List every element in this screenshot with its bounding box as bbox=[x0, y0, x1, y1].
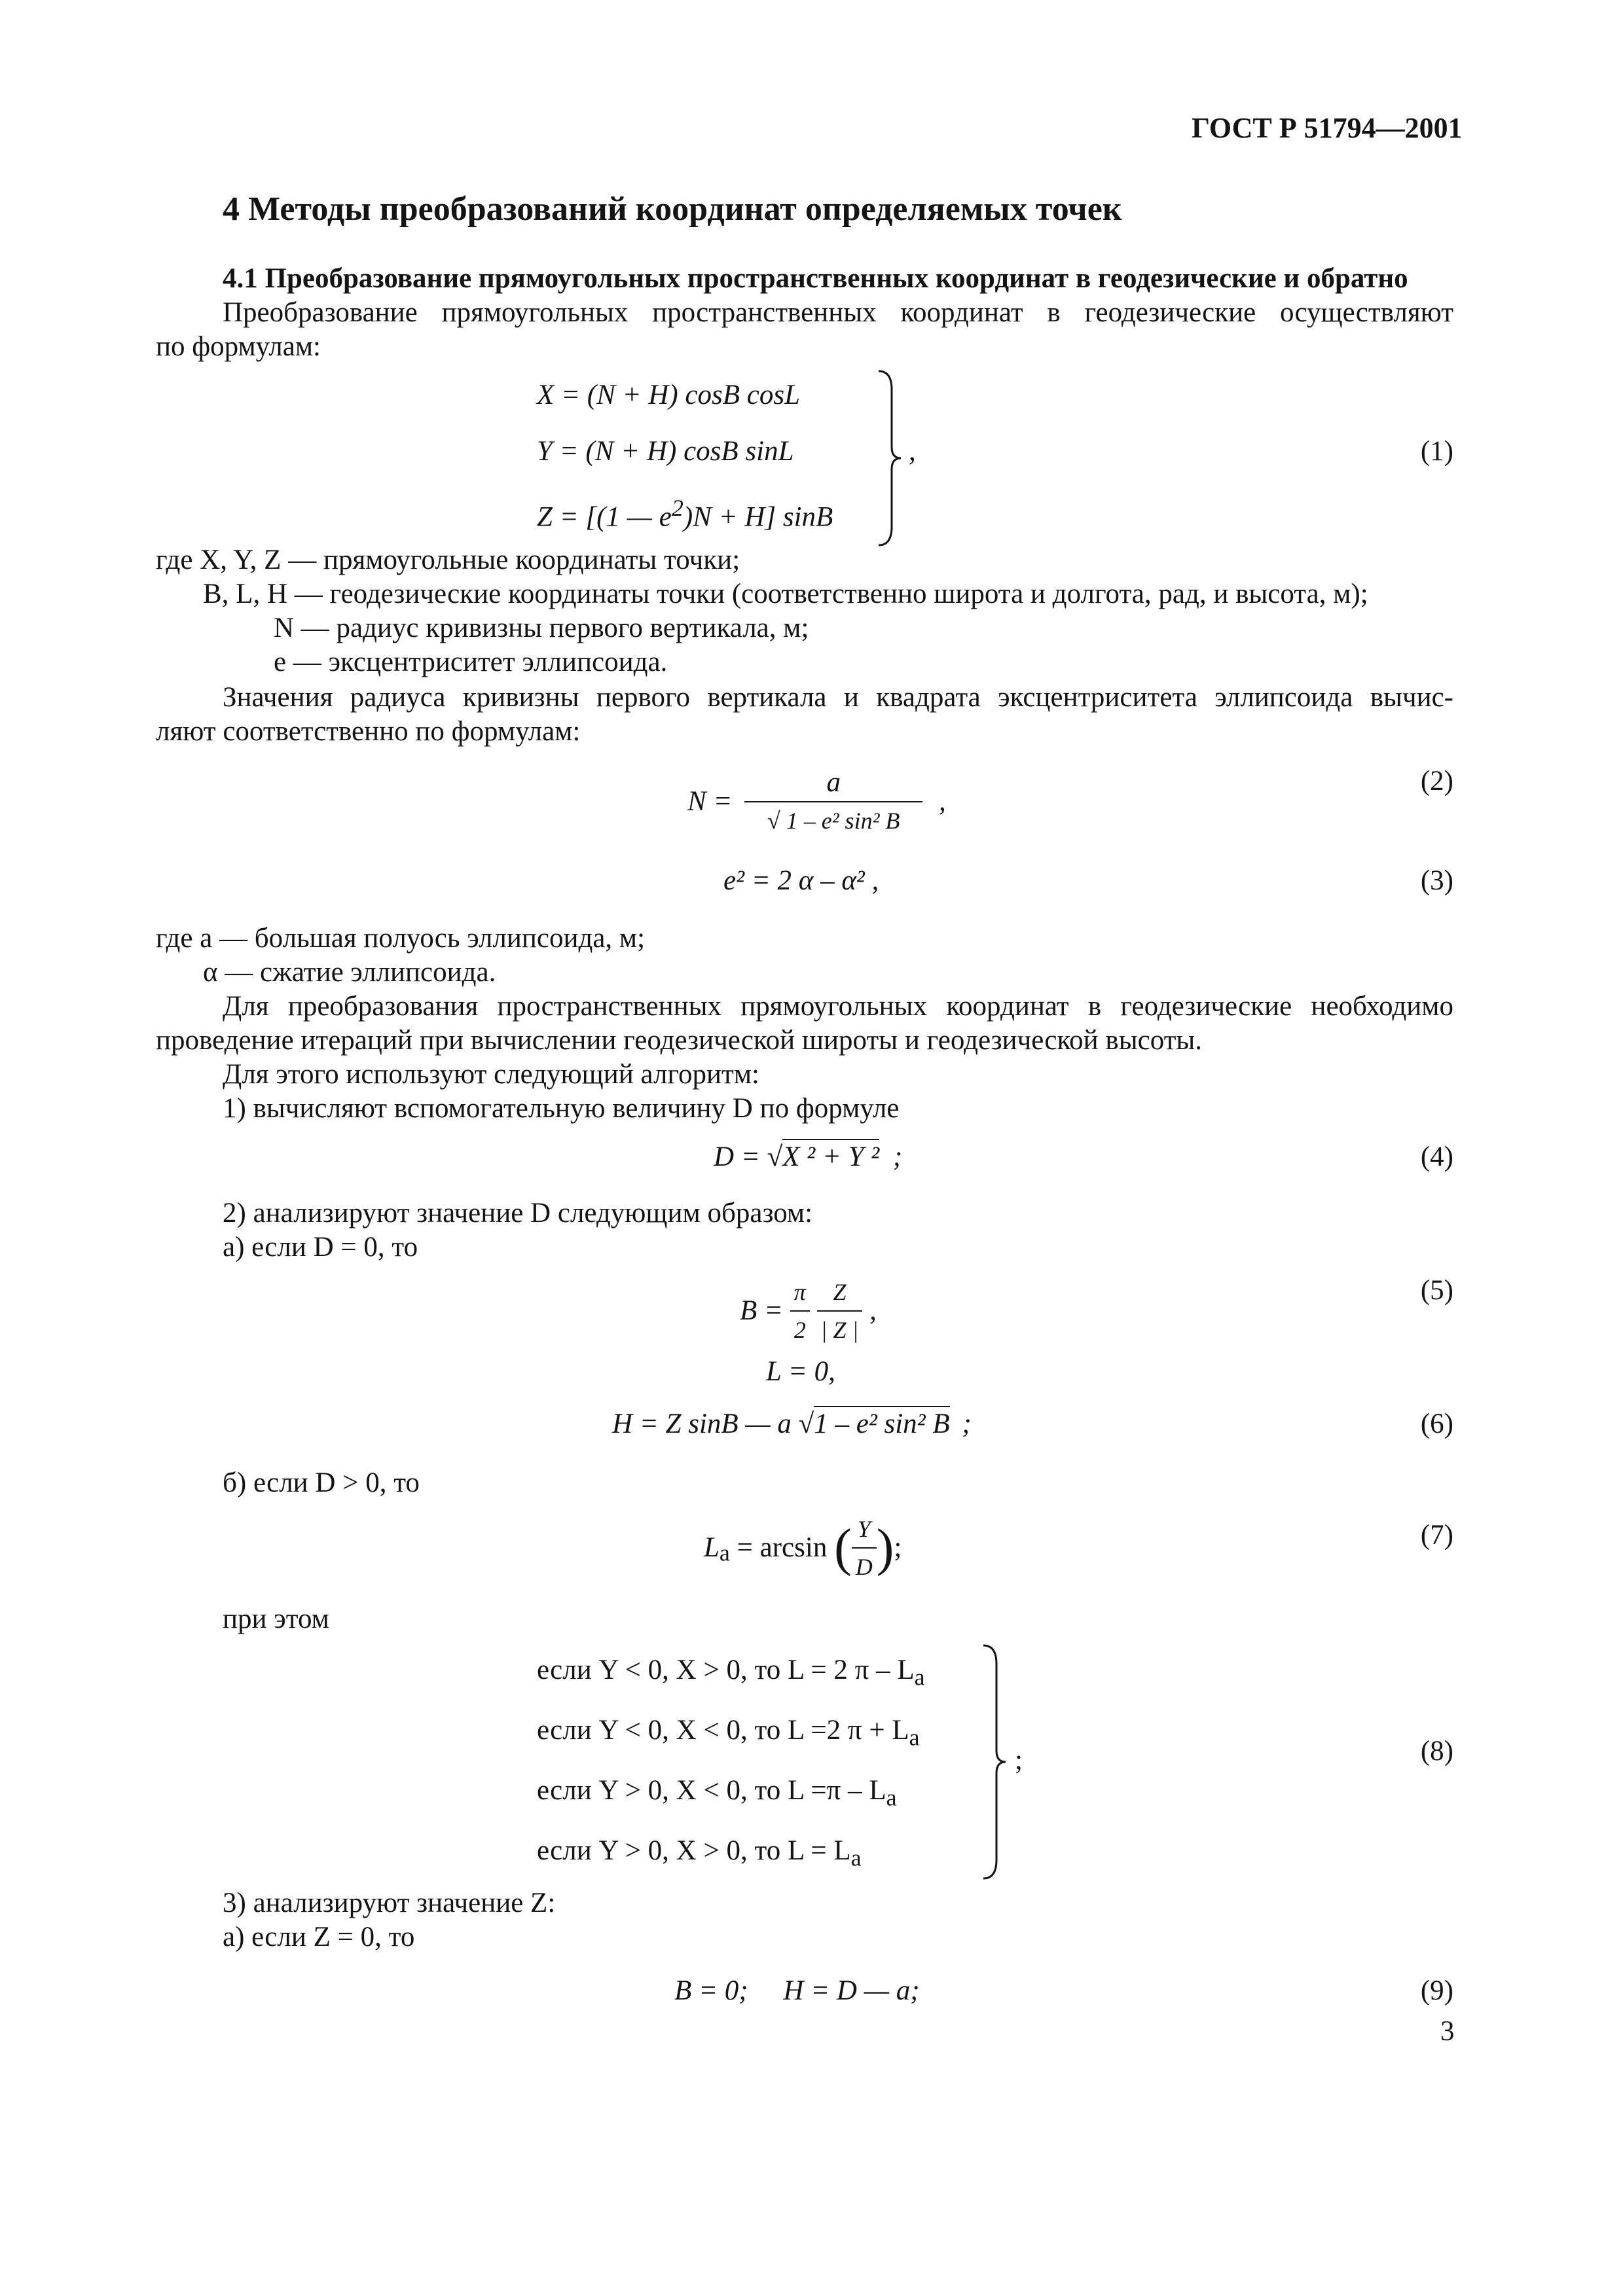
formula-8a bbox=[537, 1653, 925, 1695]
formula-7-semicolon: ; bbox=[894, 1532, 902, 1563]
formula-5-fraction-1 bbox=[790, 1275, 810, 1347]
formula-4 bbox=[714, 1140, 902, 1174]
formula-8d-text: если Y > 0, X > 0, то L = L bbox=[537, 1835, 851, 1866]
right-brace-8 bbox=[982, 1644, 1008, 1880]
subsection-title: 4.1 Преобразование прямоугольных пространственных координат в геодезические и обратно bbox=[223, 263, 1408, 294]
formula-8c-text: если Y > 0, X < 0, то L =π – L bbox=[537, 1775, 886, 1806]
where-line: e — эксцентриситет эллипсоида. bbox=[274, 647, 668, 677]
paren-open: ( bbox=[834, 1519, 852, 1577]
formula-1a: X = (N + H) cosB cosL bbox=[537, 380, 800, 410]
formula-2-denominator: √ 1 – e² sin² B bbox=[767, 808, 900, 834]
algorithm-step: а) если D = 0, то bbox=[223, 1232, 418, 1263]
paragraph-line: Преобразование прямоугольных пространственных координат в геодезические осуществляют bbox=[223, 297, 1453, 328]
formula-6-semicolon: ; bbox=[962, 1408, 972, 1439]
section-title: 4 Методы преобразований координат определяемых точек bbox=[223, 190, 1122, 228]
formula-1c-sup: 2 bbox=[671, 495, 684, 521]
formula-3: e² = 2 α – α² , bbox=[723, 865, 879, 896]
equation-number-4: (4) bbox=[1420, 1141, 1453, 1172]
paragraph-line: при этом bbox=[223, 1604, 329, 1634]
formula-1b: Y = (N + H) cosB sinL bbox=[537, 436, 794, 467]
formula-5 bbox=[740, 1275, 877, 1347]
formula-1-comma: , bbox=[909, 436, 916, 467]
sqrt-sign: √ bbox=[767, 1141, 783, 1172]
equation-number-6: (6) bbox=[1420, 1408, 1453, 1439]
formula-1c bbox=[537, 491, 833, 534]
formula-6-radicand: 1 – e² sin² B bbox=[814, 1406, 949, 1439]
formula-7 bbox=[704, 1512, 902, 1584]
formula-4-semicolon: ; bbox=[892, 1141, 903, 1172]
algorithm-step: 1) вычисляют вспомогательную величину D по формуле bbox=[223, 1093, 900, 1124]
paren-close: ) bbox=[876, 1519, 894, 1577]
formula-7-lhs: L bbox=[704, 1532, 720, 1563]
equation-number-3: (3) bbox=[1420, 865, 1453, 896]
formula-5-comma: , bbox=[869, 1295, 877, 1326]
equation-number-9: (9) bbox=[1420, 1975, 1453, 2006]
where-line: где X, Y, Z — прямоугольные координаты точки; bbox=[156, 545, 740, 575]
algorithm-step: а) если Z = 0, то bbox=[223, 1922, 415, 1952]
algorithm-step: 3) анализируют значение Z: bbox=[223, 1888, 556, 1918]
formula-7-fraction bbox=[852, 1512, 877, 1584]
formula-5-num2: Z bbox=[817, 1275, 863, 1312]
equation-number-7: (7) bbox=[1420, 1520, 1453, 1551]
formula-2-numerator: a bbox=[744, 766, 922, 802]
paragraph-line: по формулам: bbox=[156, 331, 321, 362]
right-brace-1 bbox=[877, 370, 903, 547]
algorithm-step: б) если D > 0, то bbox=[223, 1467, 420, 1498]
formula-8b bbox=[537, 1713, 920, 1755]
formula-7-subscript: a bbox=[719, 1539, 730, 1566]
equation-number-1: (1) bbox=[1420, 436, 1453, 467]
formula-8d-sub: a bbox=[850, 1844, 862, 1871]
paragraph-line: ляют соответственно по формулам: bbox=[156, 716, 581, 747]
formula-8a-text: если Y < 0, X > 0, то L = 2 π – L bbox=[537, 1655, 915, 1685]
formula-8b-sub: a bbox=[909, 1724, 920, 1751]
formula-5-num1: π bbox=[790, 1275, 810, 1312]
equation-number-8: (8) bbox=[1420, 1736, 1453, 1767]
algorithm-step: 2) анализируют значение D следующим образом: bbox=[223, 1198, 813, 1229]
formula-8-semicolon: ; bbox=[1015, 1745, 1023, 1776]
paragraph-line: Для преобразования пространственных прямоугольных координат в геодезические необходимо bbox=[223, 991, 1453, 1022]
formula-5-lhs: B = bbox=[740, 1295, 784, 1326]
where-line: где a — большая полуось эллипсоида, м; bbox=[156, 923, 646, 954]
formula-4-radicand: X ² + Y ² bbox=[782, 1139, 879, 1172]
formula-1c-post: )N + H] sinB bbox=[683, 501, 833, 533]
paragraph-line: Для этого используют следующий алгоритм: bbox=[223, 1059, 760, 1090]
formula-7-mid: = arcsin bbox=[737, 1532, 828, 1563]
formula-5-den2: | Z | bbox=[820, 1317, 859, 1343]
formula-7-numerator: Y bbox=[852, 1512, 877, 1549]
formula-9: B = 0; H = D — a; bbox=[674, 1975, 920, 2006]
formula-8c bbox=[537, 1774, 897, 1815]
formula-2 bbox=[687, 766, 946, 838]
formula-4-lhs: D = bbox=[714, 1141, 760, 1172]
formula-6-pre: H = Z sinB — a √ bbox=[612, 1408, 814, 1439]
paragraph-line: Значения радиуса кривизны первого вертикала и квадрата эксцентриситета эллипсоида вычис- bbox=[223, 682, 1453, 713]
equation-number-5: (5) bbox=[1420, 1275, 1453, 1306]
formula-8a-sub: a bbox=[914, 1664, 925, 1691]
formula-2-lhs: N = bbox=[687, 786, 733, 817]
where-line: B, L, H — геодезические координаты точки (соответственно широта и долгота, рад, и высота, м); bbox=[203, 579, 1368, 609]
formula-6 bbox=[612, 1407, 972, 1441]
formula-7-denominator: D bbox=[855, 1554, 873, 1580]
formula-5b: L = 0, bbox=[766, 1356, 835, 1387]
page-number: 3 bbox=[1440, 2016, 1455, 2047]
formula-1c-pre: Z = [(1 — e bbox=[537, 501, 672, 533]
document-header: ГОСТ Р 51794—2001 bbox=[1192, 112, 1463, 144]
formula-8c-sub: a bbox=[886, 1784, 897, 1811]
formula-8d bbox=[537, 1834, 862, 1875]
where-line: α — сжатие эллипсоида. bbox=[203, 957, 496, 988]
formula-5-fraction-2 bbox=[817, 1275, 863, 1347]
equation-number-2: (2) bbox=[1420, 766, 1453, 797]
paragraph-line: проведение итераций при вычислении геодезической широты и геодезической высоты. bbox=[156, 1025, 1203, 1056]
formula-8b-text: если Y < 0, X < 0, то L =2 π + L bbox=[537, 1715, 909, 1746]
formula-2-comma: , bbox=[938, 786, 946, 817]
where-line: N — радиус кривизны первого вертикала, м; bbox=[274, 613, 809, 643]
formula-5-den1: 2 bbox=[793, 1317, 806, 1343]
formula-2-fraction bbox=[744, 766, 922, 838]
